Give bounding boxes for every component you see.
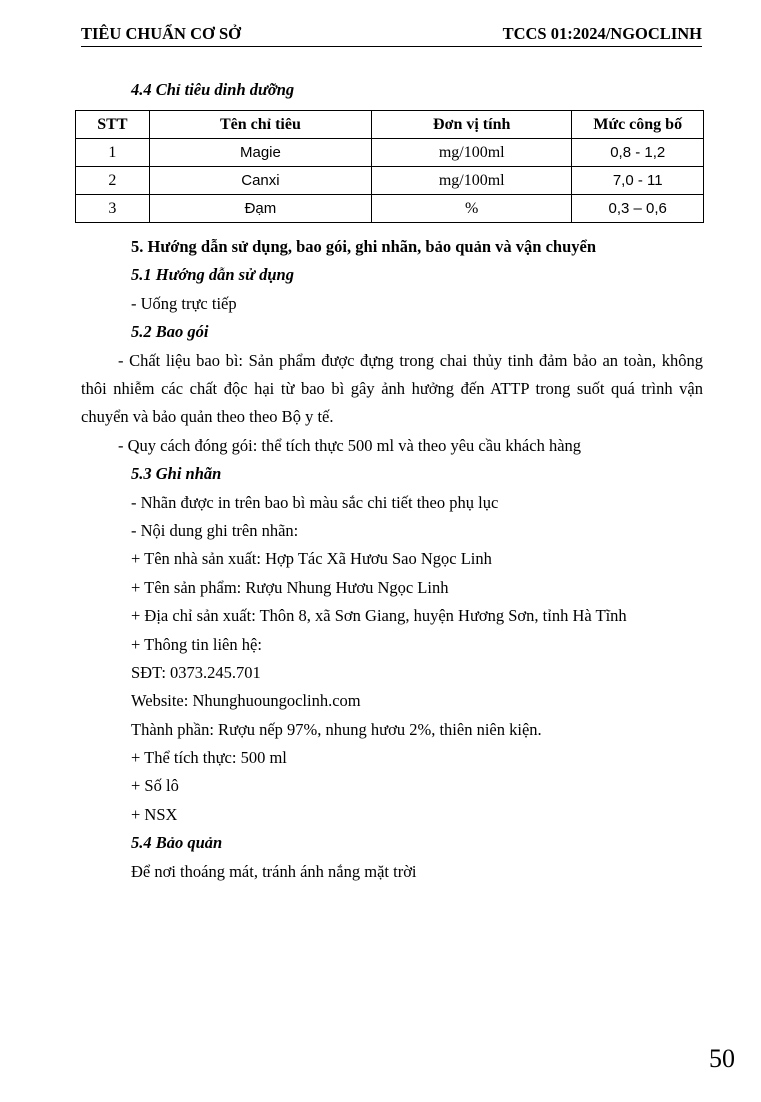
label-line: + Thể tích thực: 500 ml [131,748,287,768]
usage-title: 5.1 Hướng dẫn sử dụng [131,265,294,285]
header-left: TIÊU CHUẨN CƠ SỞ [81,24,241,43]
column-header-unit: Đơn vị tính [372,111,572,139]
cell-unit: mg/100ml [372,139,572,167]
cell-stt: 1 [76,139,150,167]
label-line: SĐT: 0373.245.701 [131,662,261,682]
label-line: + Thông tin liên hệ: [131,634,262,654]
column-header-stt: STT [76,111,150,139]
table-row [76,167,704,195]
storage-title: 5.4 Bảo quản [131,833,223,853]
label-line: + NSX [131,804,178,824]
page-number: 50 [709,1044,735,1073]
label-line: + Tên sản phẩm: Rượu Nhung Hươu Ngọc Linh [131,577,449,597]
cell-stt: 2 [76,167,150,195]
section-5-content [81,233,703,886]
label-line: + Địa chỉ sản xuất: Thôn 8, xã Sơn Giang, huyện Hương Sơn, tỉnh Hà Tĩnh [131,606,627,626]
cell-level: 0,3 – 0,6 [572,195,704,223]
label-line: - Nhãn được in trên bao bì màu sắc chi tiết theo phụ lục [131,492,499,512]
table-row [76,139,704,167]
cell-name: Canxi [149,167,371,195]
label-line: Thành phần: Rượu nếp 97%, nhung hươu 2%, thiên niên kiện. [131,719,542,739]
cell-name: Magie [149,139,371,167]
cell-unit: % [372,195,572,223]
table-header-row [76,111,704,139]
nutrition-title: 4.4 Chỉ tiêu dinh dưỡng [131,80,295,99]
nutrition-table [75,110,704,223]
packaging-title: 5.2 Bao gói [131,322,209,342]
section-5-title: 5. Hướng dẫn sử dụng, bao gói, ghi nhãn, bảo quản và vận chuyển [131,237,596,256]
label-line: - Nội dung ghi trên nhãn: [131,520,299,540]
header-right: TCCS 01:2024/NGOCLINH [502,24,702,43]
cell-stt: 3 [76,195,150,223]
storage-text: Để nơi thoáng mát, tránh ánh nắng mặt trời [131,861,417,881]
cell-name: Đạm [149,195,371,223]
table-row [76,195,704,223]
packaging-material: - Chất liệu bao bì: Sản phẩm được đựng trong chai thủy tinh đảm bảo an toàn, không thôi nhiễm các chất độc hại từ bao bì gây ảnh hưởng đến ATTP trong suốt quá trình vận chuyển và bảo quản theo theo Bộ y tế. [81,350,703,427]
cell-level: 0,8 - 1,2 [572,139,704,167]
page-header [81,24,702,44]
column-header-level: Mức công bố [572,111,704,139]
label-line: + Tên nhà sản xuất: Hợp Tác Xã Hươu Sao Ngọc Linh [131,549,492,569]
header-divider [81,46,702,47]
label-line: Website: Nhunghuoungoclinh.com [131,691,361,711]
cell-level: 7,0 - 11 [572,167,704,195]
packaging-spec: - Quy cách đóng gói: thể tích thực 500 ml và theo yêu cầu khách hàng [118,435,582,455]
cell-unit: mg/100ml [372,167,572,195]
column-header-name: Tên chỉ tiêu [149,111,371,139]
usage-text: - Uống trực tiếp [131,293,237,313]
labeling-title: 5.3 Ghi nhãn [131,464,222,484]
label-line: + Số lô [131,776,179,796]
